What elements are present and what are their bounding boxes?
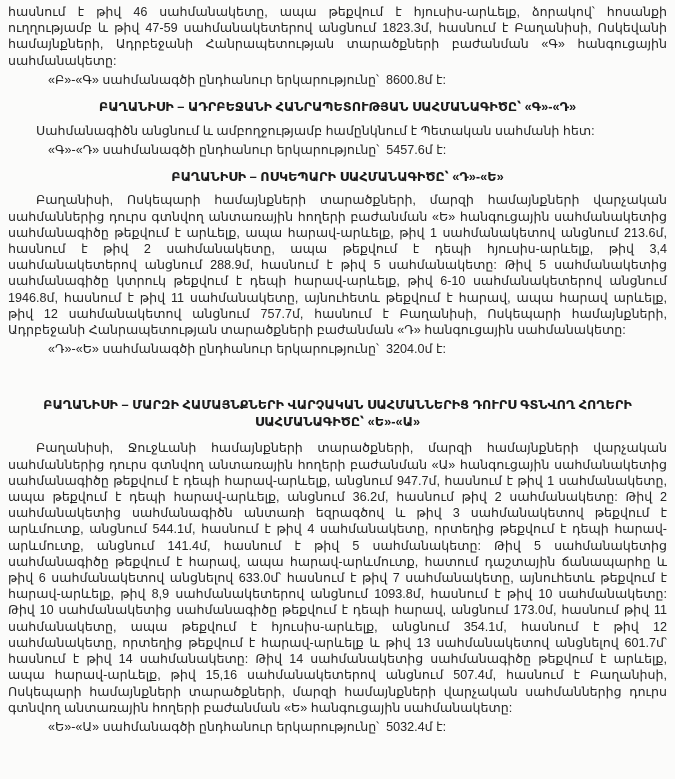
boundary-paragraph-b-g: հասնում է թիվ 46 սահմանակետը, ապա թեքվում է հյուսիս-արևելք, ձորակով՝ հոսանքի ուղղությամբ և թիվ 47-59 սահմանակետերով անցնում 1823.3մ, հասնում է Բաղանիսի, Ոսկեվանի համայնքների, Ադրբեջանի Հանրապետության տարածքների բաժանման «Գ» հանգուցային սահմանակետը: xyxy=(8,5,667,68)
total-length-line-g-d: «Գ»-«Դ» սահմանագծի ընդհանուր երկարությունը՝ 5457.6մ է: xyxy=(48,142,447,157)
section-heading-d-e: ԲԱՂԱՆԻՍԻ – ՈՍԿԵՊԱՐԻ ՍԱՀՄԱՆԱԳԻԾԸ՝ «Դ»-«Ե» xyxy=(171,168,504,184)
section-heading-e-a: ԲԱՂԱՆԻՍԻ – ՄԱՐԶԻ ՀԱՄԱՅՆՔՆԵՐԻ ՎԱՐՉԱԿԱՆ ՍԱՀՄԱՆՆԵՐԻՑ ԴՈՒՐՍ ԳՏՆՎՈՂ ՀՈՂԵՐԻ ՍԱՀՄԱՆԱԳԻԾԸ՝ «Ե»-«Ա» xyxy=(43,397,632,429)
total-length-line-b-g: «Բ»-«Գ» սահմանագծի ընդհանուր երկարությունը՝ 8600.8մ է: xyxy=(48,72,446,87)
total-length-line-e-a: «Ե»-«Ա» սահմանագծի ընդհանուր երկարությունը՝ 5032.4մ է: xyxy=(48,719,447,734)
section-heading-g-d: ԲԱՂԱՆԻՍԻ – ԱԴՐԲԵՋԱՆԻ ՀԱՆՐԱՊԵՏՈՒԹՅԱՆ ՍԱՀՄԱՆԱԳԻԾԸ՝ «Գ»-«Դ» xyxy=(98,99,577,115)
boundary-paragraph-e-a: Բաղանիսի, Ջուջևանի համայնքների տարածքների, մարզի համայնքների վարչական սահմաններից դուրս գտնվող անտառային հողերի բաժանման «Ա» հանգուցային սահմանակետից սահմանագիծը թեքվում է դեպի հարավ-արևելք, անցնում 947.7մ, հասնում է թիվ 1 սահմանակետը, ապա թեքվում է դեպի հարավ-արևելք, անցնում 36.2մ, հասնում թիվ 2 սահմանակետը: Թիվ 2 սահմանակետից սահմանագիծն անտառի եզրագծով և թիվ 3 սահմանակետով թեքվում է արևմուտք, անցնում 544.1մ, հասնում է թիվ 4 սահմանակետը, որտեղից թեքվում է դեպի հարավ-արևմուտք, անցնում 141.4մ, հասնում է թիվ 5 սահմանակետը: Թիվ 5 սահմանակետից սահմանագիծը թեքվում է հարավ, ապա հարավ-արևմուտք, հատում դաշտային ճանապարհը և թիվ 6 սահմանակետով անցնելով 633.0մ՝ հասնում է թիվ 7 սահմանակետը, այնուհետև թեքվում է հարավ-արևելք, թիվ 8,9 սահմանակետերով անցնում 1093.8մ, հասնում է թիվ 10 սահմանակետը: Թիվ 10 սահմանակետից սահմանագիծը թեքվում է դեպի հարավ, անցնում 173.0մ, հասնում թիվ 11 սահմանակետը, ապա թեքվում է հյուսիս-արևելք, անցնում 354.1մ, հասնում է թիվ 12 սահմանակետը, որտեղից թեքվում է հարավ-արևելք և թիվ 13 սահմանակետով անցնելով 601.7մ՝ հասնում է թիվ 14 սահմանակետը: Թիվ 14 սահմանակետից սահմանագիծը թեքվում է արևելք, ապա հարավ-արևելք, թիվ 15,16 սահմանակետերով անցնում 507.4մ, հասնում է Բաղանիսի, Ոսկեպարի համայնքների տարածքների, մարզի համայնքների վարչական սահմաններից դուրս գտնվող անտառային հողերի բաժանման «Ե» հանգուցային սահմանակետը: xyxy=(8,441,667,715)
boundary-paragraph-d-e: Բաղանիսի, Ոսկեպարի համայնքների տարածքների, մարզի համայնքների վարչական սահմաններից դուրս գտնվող անտառային հողերի բաժանման «Ե» հանգուցային սահմանակետից սահմանագիծը թեքվում է արևելք, ապա հարավ-արևելք, թիվ 1 սահմանակետով անցնում 213.6մ, հասնում է թիվ 2 սահմանակետը, ապա թեքվում է դեպի հյուսիս-արևելք, թիվ 3,4 սահմանակետերով անցնում 288.9մ, հասնում է թիվ 5 սահմանակետը: Թիվ 5 սահմանակետից սահմանագիծը կտրուկ թեքվում է դեպի հարավ-արևելք, թիվ 6-10 սահմանակետերով անցնում 1946.8մ, հասնում է թիվ 11 սահմանակետը, այնուհետև թեքվում է հարավ, ապա հարավ արևելք, թիվ 12 սահմանակետով անցնում 757.7մ, հասնում է Բաղանիսի, Ոսկեպարի համայնքների, Ադրբեջանի Հանրապետության տարածքների բաժանման «Դ» հանգուցային սահմանակետը: xyxy=(8,193,667,338)
total-length-line-d-e: «Դ»-«Ե» սահմանագծի ընդհանուր երկարությունը՝ 3204.0մ է: xyxy=(48,342,446,357)
boundary-paragraph-g-d: Սահմանագիծն անցնում և ամբողջությամբ համընկնում է Պետական սահմանի հետ: xyxy=(36,123,595,138)
